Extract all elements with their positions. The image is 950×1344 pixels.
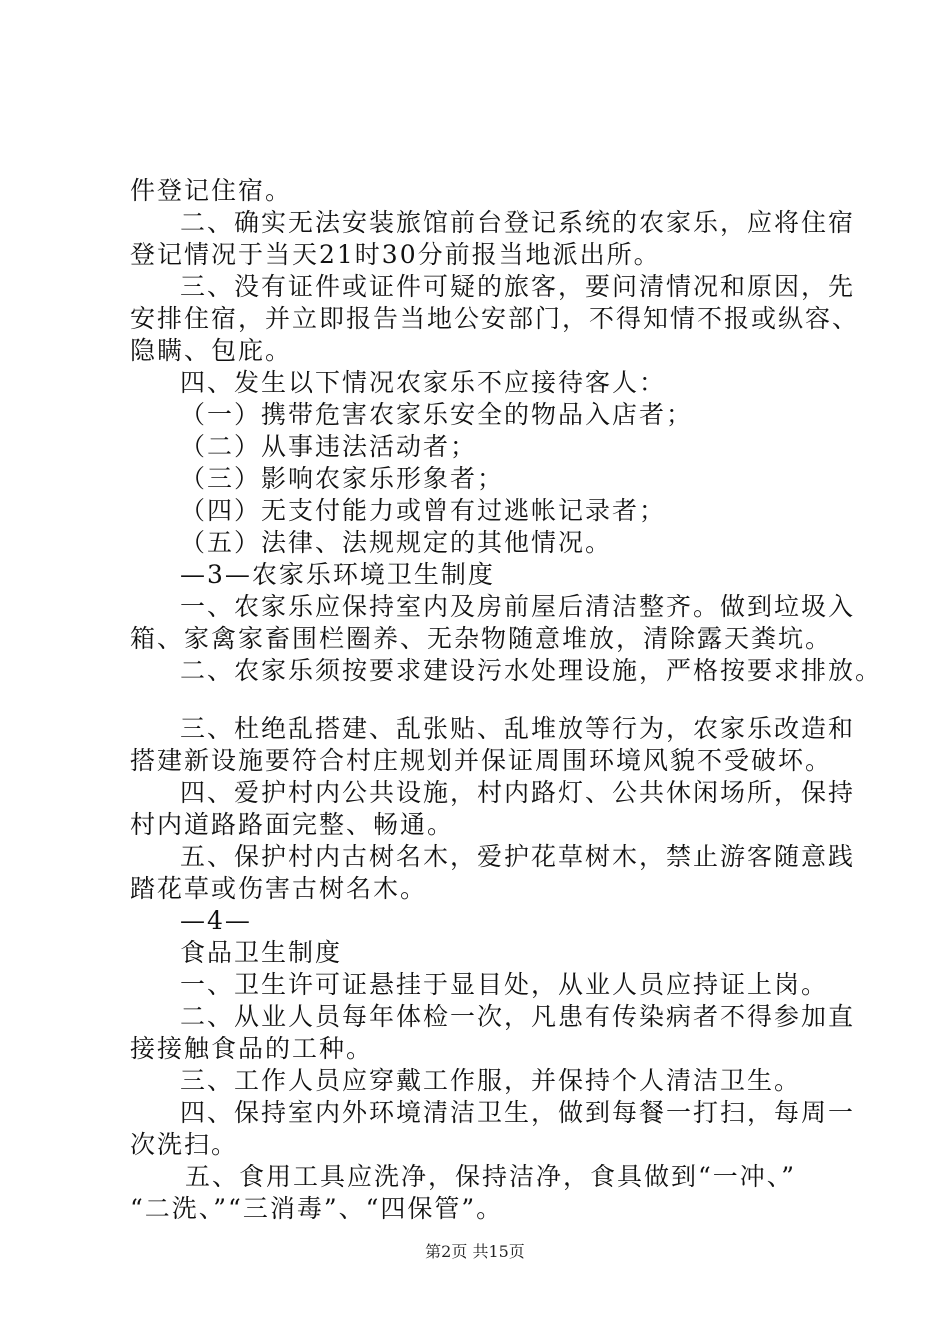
text-line: 接接触食品的工种。 — [130, 1034, 374, 1063]
section-heading: —3—农家乐环境卫生制度 — [180, 560, 495, 589]
text-line: 二、确实无法安装旅馆前台登记系统的农家乐，应将住宿 — [180, 208, 856, 237]
section-heading: 食品卫生制度 — [180, 938, 343, 967]
text-line: 二、农家乐须按要求建设污水处理设施，严格按要求排放。 — [180, 656, 883, 685]
page-marker: —4— — [180, 906, 252, 935]
text-line: （二）从事违法活动者； — [180, 432, 478, 461]
text-line: （五）法律、法规规定的其他情况。 — [180, 528, 613, 557]
text-line: 三、工作人员应穿戴工作服，并保持个人清洁卫生。 — [180, 1066, 802, 1095]
text-line: 四、保持室内外环境清洁卫生，做到每餐一打扫，每周一 — [180, 1098, 856, 1127]
text-line: 隐瞒、包庇。 — [130, 336, 293, 365]
text-line: 件登记住宿。 — [130, 176, 293, 205]
text-line: 箱、家禽家畜围栏圈养、无杂物随意堆放，清除露天粪坑。 — [130, 624, 833, 653]
text-line: 四、发生以下情况农家乐不应接待客人： — [180, 368, 667, 397]
text-line: 二、从业人员每年体检一次，凡患有传染病者不得参加直 — [180, 1002, 856, 1031]
text-line: （一）携带危害农家乐安全的物品入店者； — [180, 400, 694, 429]
text-line: 安排住宿，并立即报告当地公安部门，不得知情不报或纵容、 — [130, 304, 860, 333]
text-line: 一、农家乐应保持室内及房前屋后清洁整齐。做到垃圾入 — [180, 592, 856, 621]
text-line: 三、杜绝乱搭建、乱张贴、乱堆放等行为，农家乐改造和 — [180, 714, 856, 743]
text-line: 五、保护村内古树名木，爱护花草树木，禁止游客随意践 — [180, 842, 856, 871]
text-line: 踏花草或伤害古树名木。 — [130, 874, 428, 903]
text-line: 村内道路路面完整、畅通。 — [130, 810, 455, 839]
text-line: （三）影响农家乐形象者； — [180, 464, 505, 493]
text-line: 搭建新设施要符合村庄规划并保证周围环境风貌不受破坏。 — [130, 746, 833, 775]
page-footer — [0, 1242, 950, 1262]
text-line: 一、卫生许可证悬挂于显目处，从业人员应持证上岗。 — [180, 970, 829, 999]
text-line: 次洗扫。 — [130, 1130, 239, 1159]
text-line: 五、食用工具应洗净，保持洁净，食具做到“一冲、” — [185, 1162, 797, 1191]
text-line: 登记情况于当天21时30分前报当地派出所。 — [130, 240, 661, 269]
text-line: “二洗、”“三消毒”、“四保管”。 — [130, 1194, 504, 1223]
text-line: 四、爱护村内公共设施，村内路灯、公共休闲场所，保持 — [180, 778, 856, 807]
text-line: （四）无支付能力或曾有过逃帐记录者； — [180, 496, 667, 525]
text-line: 三、没有证件或证件可疑的旅客，要问清情况和原因，先 — [180, 272, 856, 301]
page-number-label: 第2页 共15页 — [425, 1242, 525, 1261]
